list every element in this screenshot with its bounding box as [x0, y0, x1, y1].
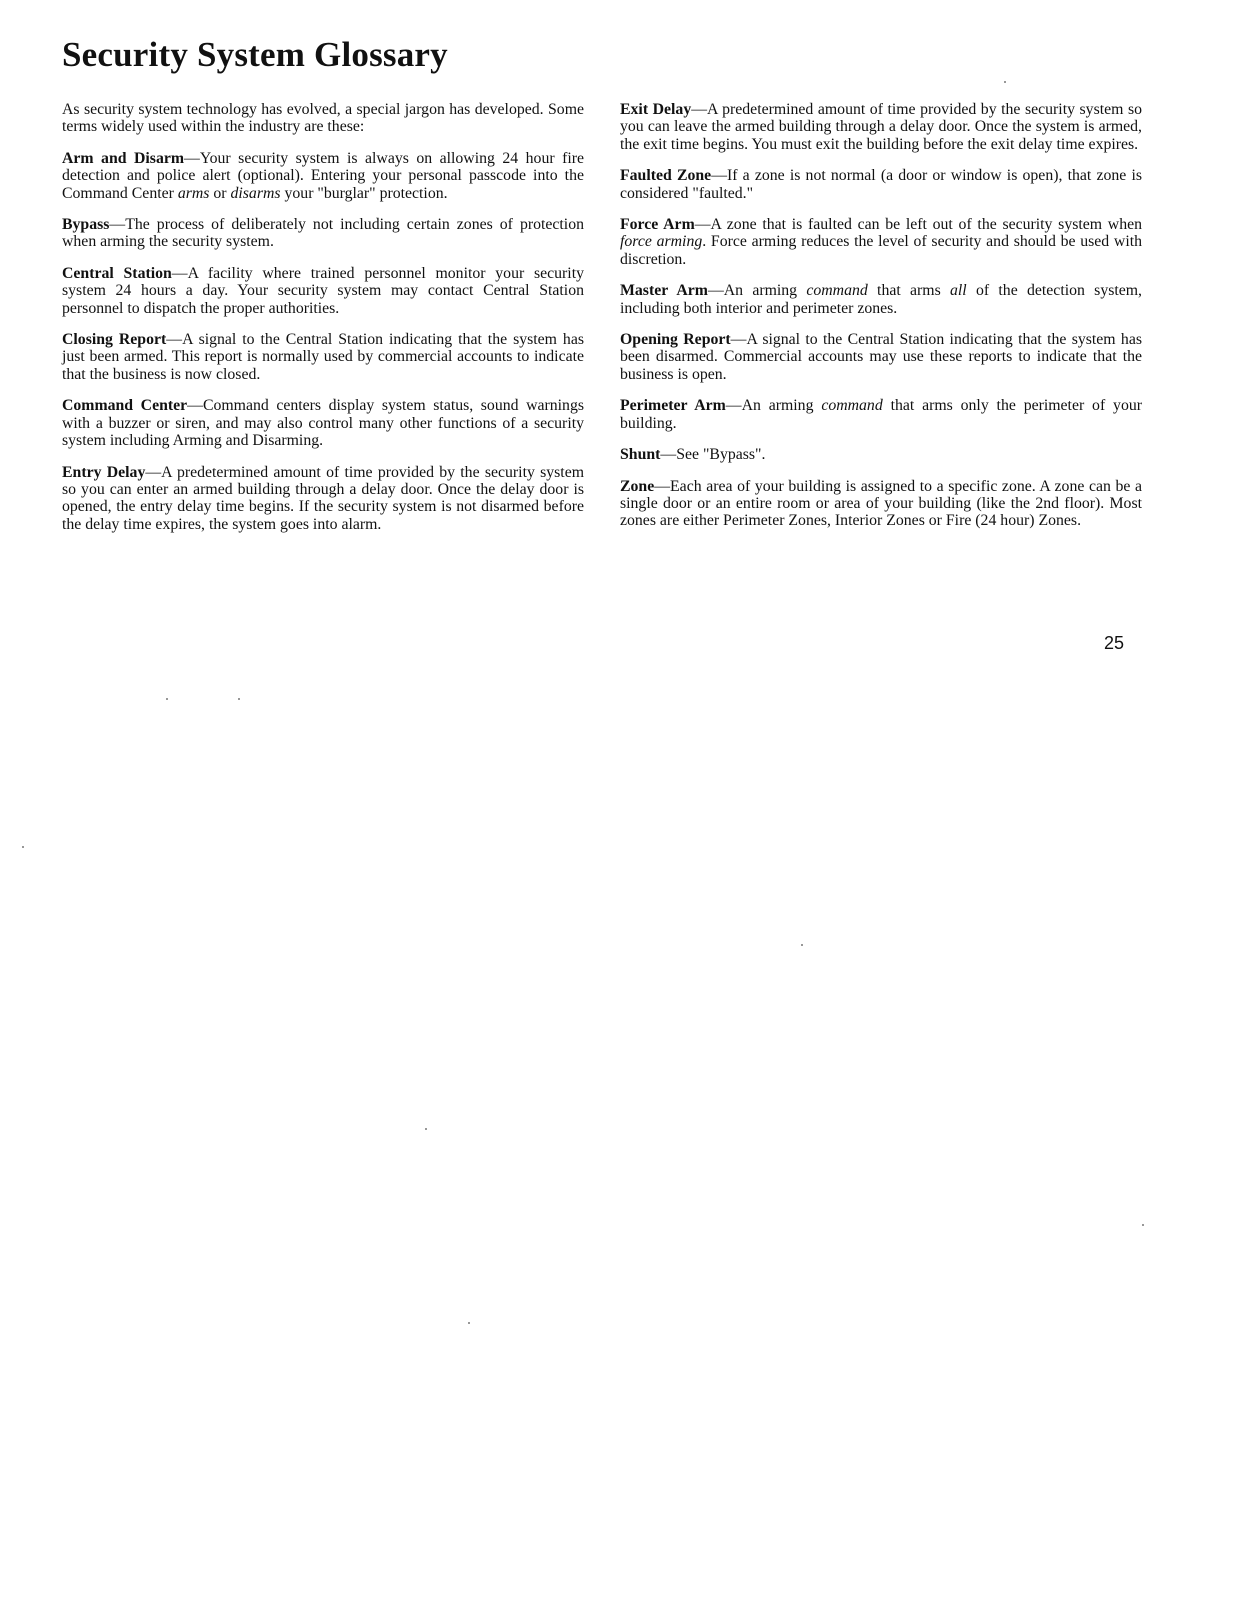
glossary-entry-zone: Zone—Each area of your building is assigned to a specific zone. A zone can be a single door or an entire room or area of your building (like the 2nd floor). Most zones are either Perimeter Zones, Interior Zones or Fire (24 hour) Zones. — [620, 477, 1142, 530]
scan-speck — [166, 698, 168, 700]
glossary-definition: An arming command that arms all of the detection system, including both interior and perimeter zones. — [620, 282, 1142, 317]
glossary-entry-force-arm: Force Arm—A zone that is faulted can be left out of the security system when force arming. Force arming reduces the level of security and should be used with discretion. — [620, 216, 1143, 268]
glossary-definition: A predetermined amount of time provided by the security system so you can enter an armed building through a delay door. Once the delay door is opened, the entry delay time begins. If the security system is not disarmed before the delay time expires, the system goes into alarm. — [62, 463, 584, 533]
scan-speck — [801, 944, 803, 946]
glossary-entry-command-center: Command Center—Command centers display system status, sound warnings with a buzzer or siren, and may also control many other functions of a security system including Arming and Disarming. — [62, 397, 585, 450]
glossary-entry-faulted-zone: Faulted Zone—If a zone is not normal (a door or window is open), that zone is considered "faulted." — [620, 167, 1142, 202]
page-title: Security System Glossary — [62, 35, 448, 74]
glossary-definition: An arming command that arms only the perimeter of your building. — [620, 397, 1143, 432]
scan-speck — [425, 1128, 427, 1130]
glossary-entry-perimeter-arm: Perimeter Arm—An arming command that arms only the perimeter of your building. — [620, 397, 1143, 432]
glossary-definition: A zone that is faulted can be left out of the security system when force arming. Force arming reduces the level of security and should be used with discretion. — [620, 216, 1143, 268]
glossary-term: Closing Report — [62, 331, 167, 349]
glossary-term: Opening Report — [620, 331, 731, 349]
glossary-entry-entry-delay: Entry Delay—A predetermined amount of time provided by the security system so you can enter an armed building through a delay door. Once the delay door is opened, the entry delay time begins. If the security system is not disarmed before the delay time expires, the system goes into alarm. — [62, 463, 584, 533]
glossary-definition: See "Bypass". — [676, 446, 766, 464]
glossary-entry-closing-report: Closing Report—A signal to the Central Station indicating that the system has just been armed. This report is normally used by commercial accounts to indicate that the business is now closed. — [62, 331, 584, 383]
glossary-entry-central-station: Central Station—A facility where trained personnel monitor your security system 24 hours a day. Your security system may contact Central Station personnel to dispatch the proper authorities. — [62, 264, 584, 317]
glossary-left-column — [62, 101, 584, 547]
glossary-entry-exit-delay: Exit Delay—A predetermined amount of time provided by the security system so you can leave the armed building through a delay door. Once the system is armed, the exit time begins. You must exit the building before the exit delay time expires. — [620, 101, 1142, 153]
glossary-entry-arm-and-disarm: Arm and Disarm—Your security system is always on allowing 24 hour fire detection and police alert (optional). Entering your personal passcode into the Command Center arms or disarms your "burglar" protection. — [62, 149, 584, 202]
glossary-term: Zone — [620, 477, 655, 495]
intro-paragraph: As security system technology has evolved, a special jargon has developed. Some terms widely used within the industry are these: — [62, 101, 584, 136]
glossary-definition: Command centers display system status, sound warnings with a buzzer or siren, and may also control many other functions of a security system including Arming and Disarming. — [62, 397, 585, 450]
glossary-definition: The process of deliberately not including certain zones of protection when arming the security system. — [62, 216, 584, 251]
glossary-entry-shunt: Shunt—See "Bypass". — [620, 446, 766, 464]
glossary-term: Entry Delay — [62, 463, 146, 481]
glossary-definition: A facility where trained personnel monitor your security system 24 hours a day. Your security system may contact Central Station personnel to dispatch the proper authorities. — [62, 264, 584, 317]
glossary-entry-master-arm: Master Arm—An arming command that arms all of the detection system, including both interior and perimeter zones. — [620, 282, 1142, 317]
scan-speck — [238, 698, 240, 700]
glossary-term: Master Arm — [620, 282, 708, 300]
glossary-definition: A predetermined amount of time provided by the security system so you can leave the armed building through a delay door. Once the system is armed, the exit time begins. You must exit the building before the exit delay time expires. — [620, 101, 1142, 153]
glossary-term: Perimeter Arm — [620, 397, 726, 415]
glossary-term: Shunt — [620, 446, 661, 464]
scan-speck — [468, 1322, 470, 1324]
glossary-term: Central Station — [62, 264, 172, 282]
glossary-term: Faulted Zone — [620, 167, 712, 185]
glossary-term: Force Arm — [620, 216, 695, 234]
page-number: 25 — [1104, 633, 1125, 653]
glossary-term: Bypass — [62, 216, 110, 234]
glossary-definition: Your security system is always on allowing 24 hour fire detection and police alert (optional). Entering your personal passcode into the Command Center arms or disarms your "burglar" protection. — [62, 149, 584, 202]
glossary-definition: If a zone is not normal (a door or window is open), that zone is considered "faulted." — [620, 167, 1142, 202]
glossary-term: Exit Delay — [620, 101, 692, 118]
scan-speck — [1004, 81, 1006, 83]
glossary-term: Command Center — [62, 397, 188, 415]
glossary-definition: A signal to the Central Station indicating that the system has been disarmed. Commercial accounts may use these reports to indicate that the business is open. — [620, 331, 1142, 383]
glossary-definition: A signal to the Central Station indicating that the system has just been armed. This report is normally used by commercial accounts to indicate that the business is now closed. — [62, 331, 584, 383]
scan-speck — [1142, 1224, 1144, 1226]
glossary-term: Arm and Disarm — [62, 149, 185, 167]
glossary-right-column — [620, 101, 1142, 544]
glossary-entry-bypass: Bypass—The process of deliberately not including certain zones of protection when arming the security system. — [62, 216, 584, 251]
glossary-entry-opening-report: Opening Report—A signal to the Central Station indicating that the system has been disarmed. Commercial accounts may use these reports to indicate that the business is open. — [620, 331, 1142, 383]
scan-speck — [22, 846, 24, 848]
glossary-definition: Each area of your building is assigned to a specific zone. A zone can be a single door or an entire room or area of your building (like the 2nd floor). Most zones are either Perimeter Zones, Interior Zones or Fire (24 hour) Zones. — [620, 477, 1142, 530]
